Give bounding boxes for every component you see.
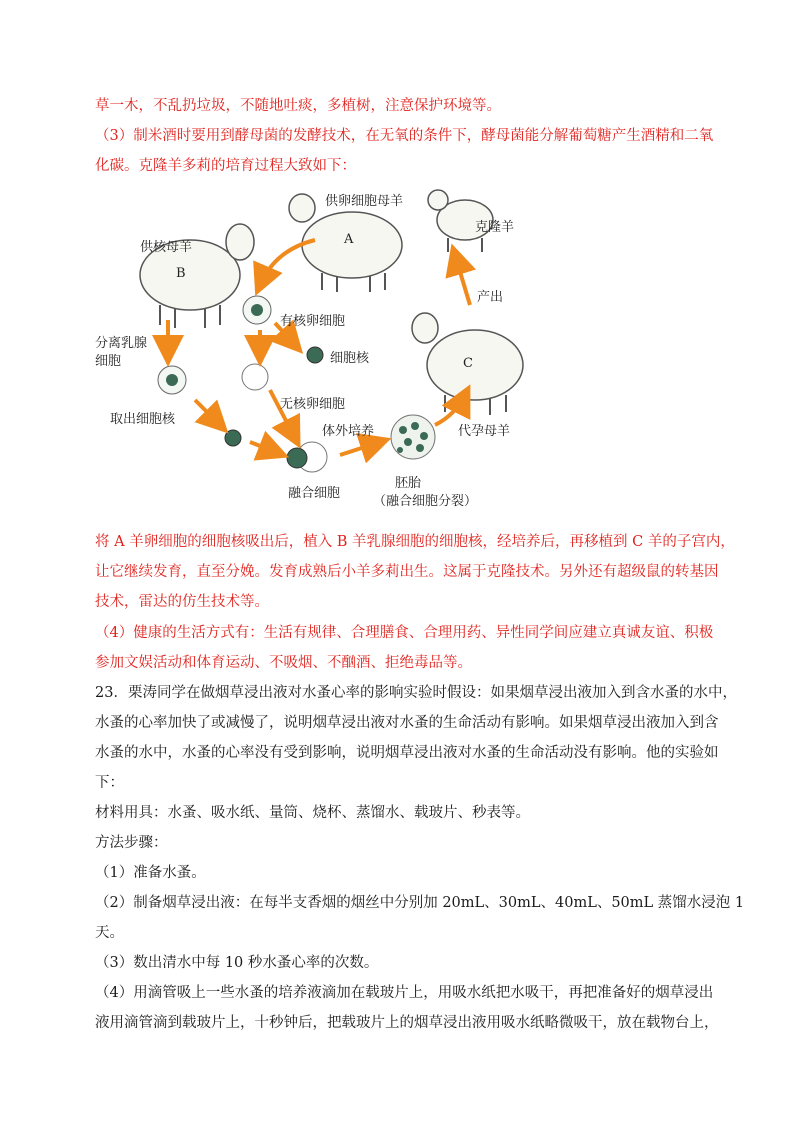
label-enucleated-egg: 无核卵细胞	[280, 397, 346, 412]
label-separate-cells: 分离乳腺	[95, 336, 148, 351]
label-embryo-note: （融合细胞分裂）	[373, 494, 478, 509]
text-line-5: 让它继续发育，直至分娩。发育成熟后小羊多莉出生。这属于克隆技术。另外还有超级鼠的转基因	[95, 564, 719, 580]
label-clone: 克隆羊	[475, 220, 515, 235]
text-line-10: 水蚤的心率加快了或减慢了，说明烟草浸出液对水蚤的生命活动有影响。如果烟草浸出液加入到含	[95, 715, 719, 731]
text-line-8: 参加文娱活动和体育运动、不吸烟、不酗酒、拒绝毒品等。	[95, 655, 472, 671]
label-cell-nucleus: 细胞核	[330, 351, 370, 366]
letter-a: A	[344, 232, 354, 247]
label-embryo: 胚胎	[395, 476, 422, 491]
cloning-diagram-svg	[90, 180, 650, 515]
text-line-20: 液用滴管滴到载玻片上，十秒钟后，把载玻片上的烟草浸出液用吸水纸略微吸干，放在载物台上，	[95, 1015, 719, 1031]
text-line-2: （3）制米酒时要用到酵母菌的发酵技术，在无氧的条件下，酵母菌能分解葡萄糖产生酒精和二氧	[95, 128, 714, 144]
text-line-7: （4）健康的生活方式有：生活有规律、合理膳食、合理用药、异性同学间应建立真诚友谊、积极	[95, 625, 714, 641]
text-line-1: 草一木，不乱扔垃圾，不随地吐痰，多植树，注意保护环境等。	[95, 98, 501, 114]
text-line-11: 水蚤的水中，水蚤的心率没有受到影响，说明烟草浸出液对水蚤的生命活动没有影响。他的实验如	[95, 745, 719, 761]
letter-b: B	[176, 266, 186, 281]
text-line-17: 天。	[95, 925, 124, 941]
label-birth: 产出	[477, 290, 504, 305]
label-take-nucleus: 取出细胞核	[110, 412, 176, 427]
text-line-13: 材料用具：水蚤、吸水纸、量筒、烧杯、蒸馏水、载玻片、秒表等。	[95, 805, 530, 821]
text-line-12: 下：	[95, 775, 124, 791]
letter-c: C	[463, 356, 473, 371]
text-line-4: 将 A 羊卵细胞的细胞核吸出后，植入 B 羊乳腺细胞的细胞核，经培养后，再移植到 C 羊的子宫内，	[95, 534, 735, 550]
label-fused-cell: 融合细胞	[288, 486, 341, 501]
text-line-19: （4）用滴管吸上一些水蚤的培养液滴加在载玻片上，用吸水纸把水吸干，再把准备好的烟草浸出	[95, 985, 714, 1001]
text-line-9: 23．栗涛同学在做烟草浸出液对水蚤心率的影响实验时假设：如果烟草浸出液加入到含水蚤的水中，	[95, 685, 737, 701]
text-line-18: （3）数出清水中每 10 秒水蚤心率的次数。	[95, 955, 379, 971]
label-nucleated-egg: 有核卵细胞	[280, 314, 346, 329]
label-surrogate: 代孕母羊	[458, 424, 511, 439]
cloning-diagram	[90, 180, 650, 515]
label-nucleus-donor: 供核母羊	[140, 240, 193, 255]
text-line-6: 技术，雷达的仿生技术等。	[95, 594, 269, 610]
label-in-vitro: 体外培养	[322, 424, 375, 439]
label-separate-cells-2: 细胞	[95, 354, 122, 369]
text-line-14: 方法步骤：	[95, 835, 168, 851]
text-line-15: （1）准备水蚤。	[95, 865, 206, 881]
label-egg-donor: 供卵细胞母羊	[325, 194, 404, 209]
text-line-3: 化碳。克隆羊多莉的培育过程大致如下：	[95, 158, 356, 174]
text-line-16: （2）制备烟草浸出液：在每半支香烟的烟丝中分别加 20mL、30mL、40mL、50mL 蒸馏水浸泡 1	[95, 895, 745, 911]
